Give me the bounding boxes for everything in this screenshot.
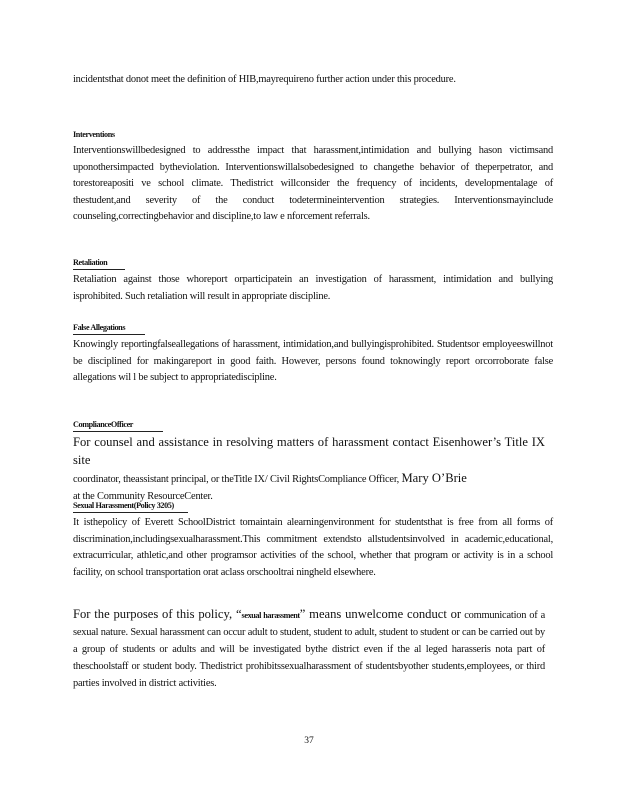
interventions-heading: Interventions bbox=[73, 130, 115, 139]
sexual-harassment-section bbox=[73, 495, 553, 581]
compliance-text-a: coordinator, theassistant principal, or theTitle IX/ Civil RightsCompliance Officer, bbox=[73, 474, 400, 485]
intro-section bbox=[73, 72, 553, 89]
purposes-paragraph: communication of a sexual nature. Sexual harassment can occur adult to student, student to adult, student to student or can be carried out by a group of students or adults and will be investigated bythe district even if the al leged harasseris nota part of theschoolstaff or student body. Thedistrict prohibitssexualharassment of studentsbyother students,employees, or third parties involved in district activities. bbox=[73, 610, 546, 689]
compliance-officer-section bbox=[73, 414, 545, 505]
retaliation-heading: Retaliation bbox=[73, 257, 125, 270]
false-allegations-heading: False Allegations bbox=[73, 322, 145, 335]
false-allegations-section bbox=[73, 317, 553, 387]
interventions-paragraph: Interventionswillbedesigned to addressthe impact that harassment,intimidation and bullying hason victimsand uponothersimpacted bytheviolation. Interventionswillalsobedesigned to changethe behavior of theperpetrator, and torestoreapositi ve school climate. Thedistrict willconsider the frequency of incidents, developmentalage of thestudent,and severity of the conduct todetermineintervention strategies. Interventionsmayinclude counseling,correctingbehavior and discipline,to law e nforcement referrals. bbox=[73, 145, 553, 222]
false-allegations-paragraph: Knowingly reportingfalseallegations of harassment, intimidation,and bullyingisprohibited. Studentsor employeeswillnot be disciplined for makingareport in good faith. However, persons found toknowingly report orcorroborate false allegations wil l be subject to appropriatediscipline. bbox=[73, 339, 553, 383]
purposes-lead-end: ” means unwelcome conduct or bbox=[299, 607, 462, 621]
intro-paragraph: incidentsthat donot meet the definition of HIB,mayrequireno further action under this procedure. bbox=[73, 74, 456, 85]
compliance-text-b: at the Community ResourceCenter. bbox=[73, 491, 213, 502]
page-number: 37 bbox=[304, 736, 314, 746]
interventions-section bbox=[73, 124, 553, 226]
compliance-lead-text: For counsel and assistance in resolving matters of harassment contact Eisenhower’s Title IX site bbox=[73, 435, 545, 467]
compliance-officer-name: Mary O’Brie bbox=[401, 471, 467, 485]
sexual-harassment-paragraph: It isthepolicy of Everett SchoolDistrict tomaintain alearningenvironment for studentsthat is free from all forms of discrimination,includingsexualharassment.This commitment extendsto allstudentsinvolved in academic,educational, extracurricular, athletic,and other programsor activities of the school, whether that program or activity is in a school facility, on school transportation orat aclass orschooltrai ningheld elsewhere. bbox=[73, 517, 553, 578]
purposes-section bbox=[73, 606, 545, 692]
purposes-lead: For the purposes of this policy, “ bbox=[73, 607, 242, 621]
retaliation-section bbox=[73, 252, 553, 305]
sexual-harassment-heading: Sexual Harassment(Policy 3205) bbox=[73, 500, 188, 513]
compliance-officer-heading: ComplianceOfficer bbox=[73, 419, 163, 432]
retaliation-paragraph: Retaliation against those whoreport orparticipatein an investigation of harassment, intimidation and bullying isprohibited. Such retaliation will result in appropriate discipline. bbox=[73, 274, 553, 302]
sexual-harassment-term: sexual harassment bbox=[241, 611, 300, 620]
